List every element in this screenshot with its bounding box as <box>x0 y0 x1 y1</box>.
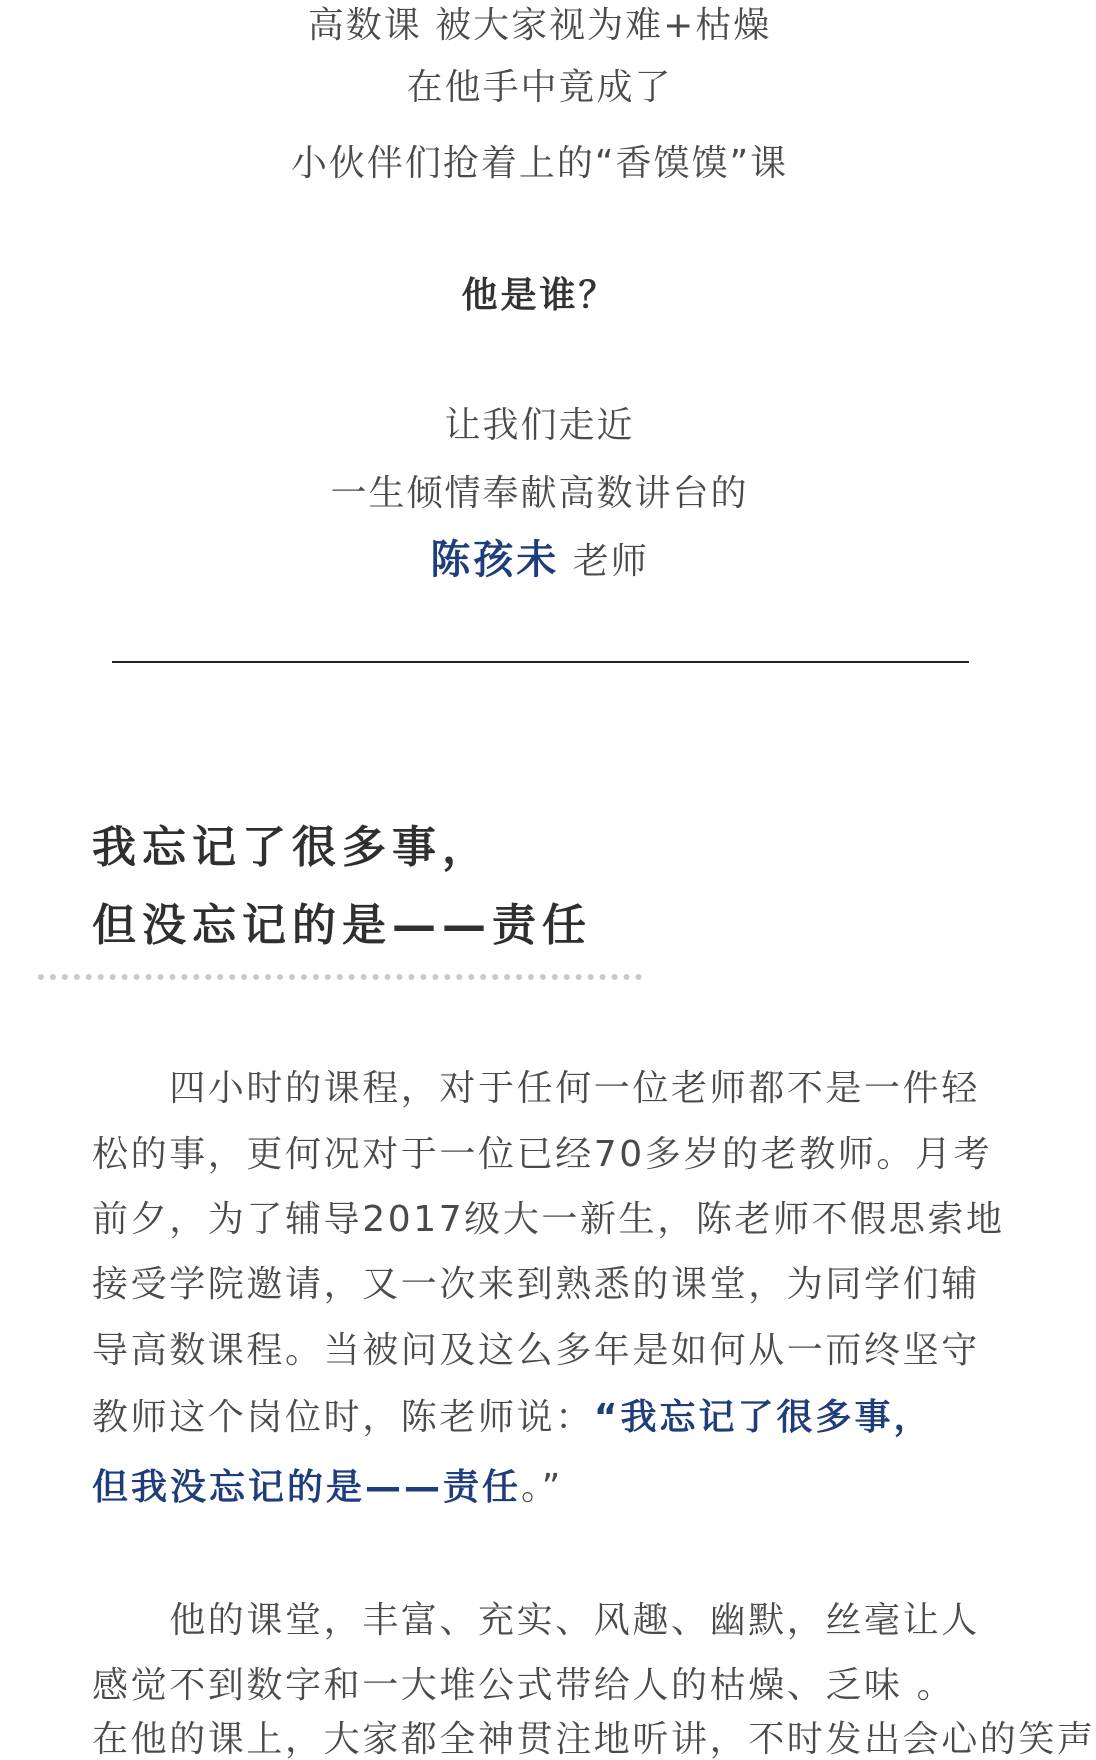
teacher-name: 陈孩未 <box>430 537 560 583</box>
paragraph2-line-3-cut: 在他的课上，大家都全神贯注地听讲，不时发出会心的笑声 <box>92 1719 1096 1760</box>
section-title-line-2: 但没忘记的是——责任 <box>92 900 592 951</box>
dotted-underline <box>38 974 642 980</box>
intro-line-3: 小伙伴们抢着上的“香馍馍”课 <box>290 143 789 184</box>
who-question: 他是谁？ <box>461 275 618 316</box>
section-divider <box>112 661 969 663</box>
intro-line-1: 高数课 被大家视为难+枯燥 <box>307 5 772 46</box>
paragraph2-line-1: 他的课堂，丰富、充实、风趣、幽默，丝毫让人 <box>92 1600 980 1641</box>
paragraph1-line-1: 四小时的课程，对于任何一位老师都不是一件轻 <box>92 1068 980 1109</box>
section-title-line-1: 我忘记了很多事， <box>92 822 492 873</box>
teacher-title: 老师 <box>559 541 649 582</box>
approach-line-1: 让我们走近 <box>444 405 635 446</box>
intro-line-2: 在他手中竟成了 <box>406 67 673 108</box>
teacher-line <box>0 537 1079 583</box>
paragraph1-line-2: 松的事，更何况对于一位已经70多岁的老教师。月考 <box>92 1134 993 1175</box>
paragraph1-line-5: 导高数课程。当被问及这么多年是如何从一而终坚守 <box>92 1330 980 1371</box>
paragraph1-line-6 <box>92 1397 933 1438</box>
quote-end: 。” <box>521 1467 563 1508</box>
paragraph1-line-3: 前夕，为了辅导2017级大一新生，陈老师不假思索地 <box>92 1199 1005 1240</box>
paragraph1-line-4: 接受学院邀请，又一次来到熟悉的课堂，为同学们辅 <box>92 1264 980 1305</box>
quote-part-2: 但我没忘记的是——责任 <box>92 1467 522 1508</box>
quote-part-1: “我忘记了很多事， <box>593 1397 933 1438</box>
paragraph2-line-2: 感觉不到数字和一大堆公式带给人的枯燥、乏味 。 <box>92 1665 956 1706</box>
paragraph1-line-7 <box>92 1467 563 1508</box>
paragraph1-line-6-text: 教师这个岗位时，陈老师说： <box>92 1397 594 1438</box>
approach-line-2: 一生倾情奉献高数讲台的 <box>330 473 749 514</box>
